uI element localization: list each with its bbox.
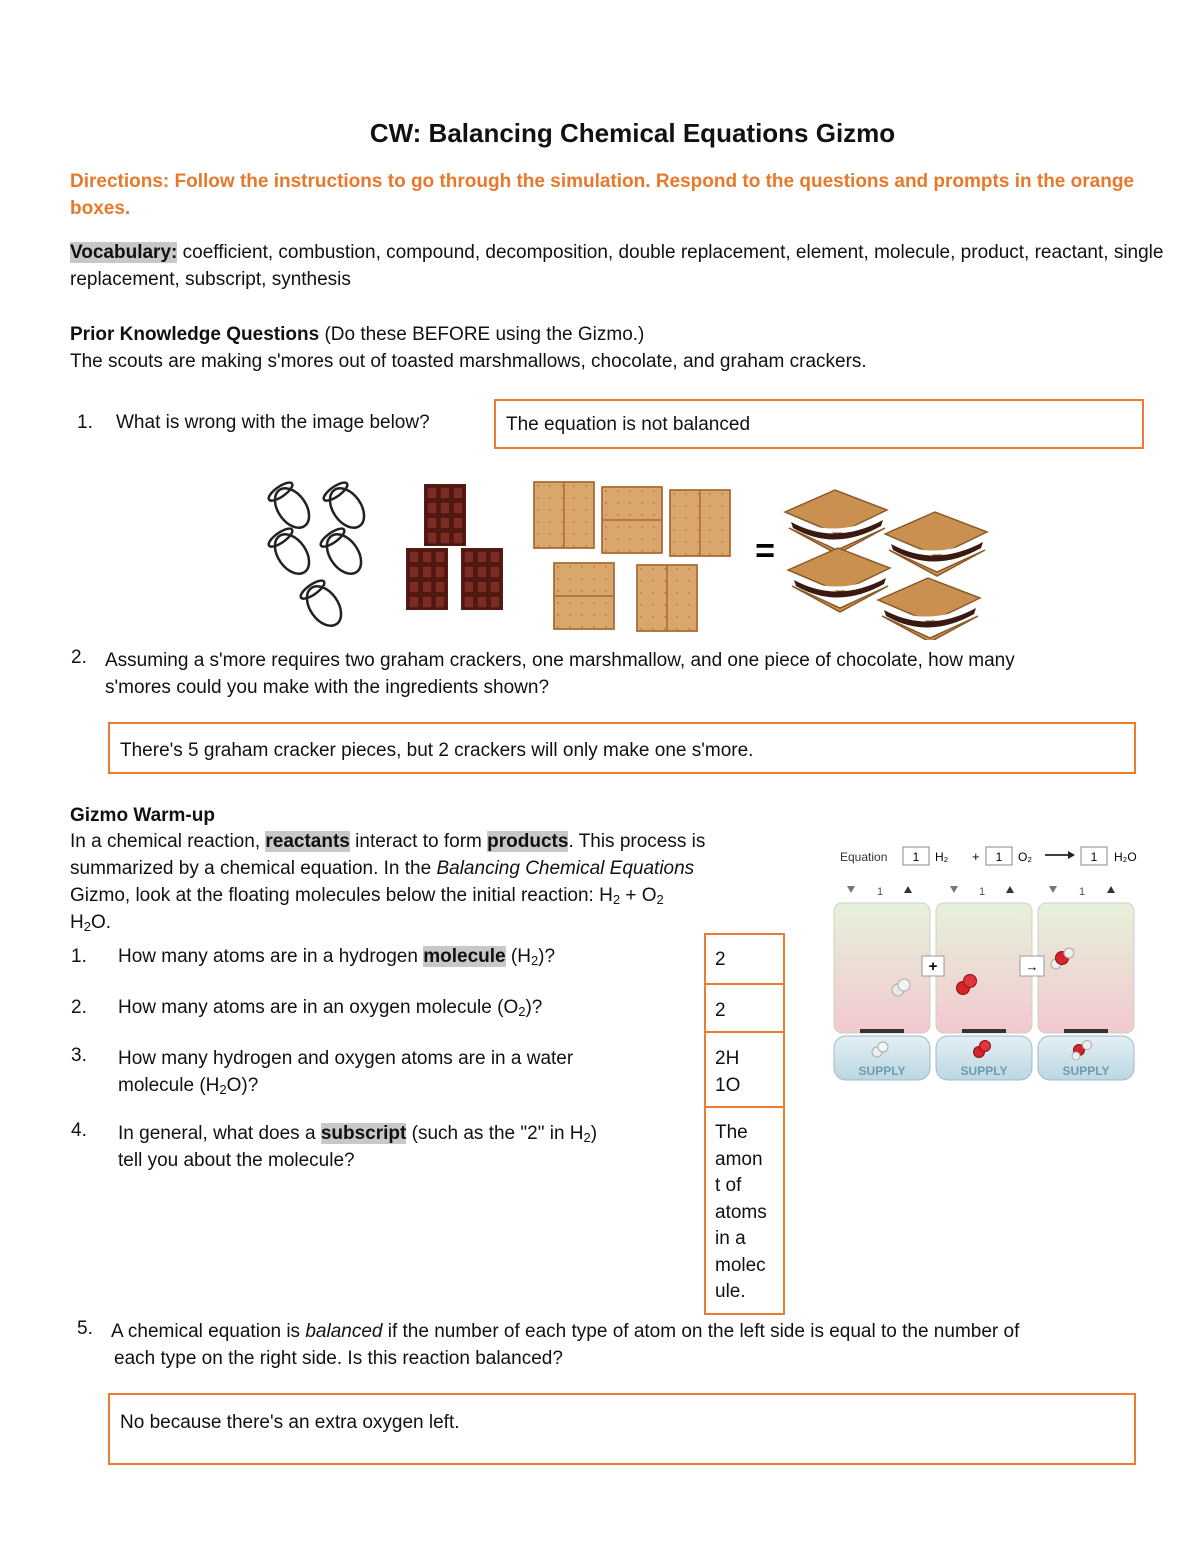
question-text: )? <box>525 997 543 1018</box>
reactant-panel-o2 <box>936 903 1032 1033</box>
products-term: products <box>487 831 569 852</box>
prior-q1-text: What is wrong with the image below? <box>116 412 430 433</box>
subscript-term: subscript <box>320 1123 407 1144</box>
molecule-term: molecule <box>423 946 506 967</box>
warmup-q1-number: 1. <box>71 946 87 967</box>
reaction-arrow-icon <box>1045 851 1075 859</box>
warmup-q4-number: 4. <box>71 1120 87 1141</box>
question-text: ) <box>590 1123 598 1144</box>
answer-line: in a <box>715 1228 746 1249</box>
coefficient-h2: 1 <box>912 850 920 864</box>
prior-note: (Do these BEFORE using the Gizmo.) <box>324 324 645 345</box>
vocabulary-words: coefficient, combustion, compound, decomposition, double replacement, element, molecule, product, reactant, single replacement, subscript, synthesis <box>70 242 1164 290</box>
species-h2: H₂ <box>935 850 949 864</box>
question-text: How many atoms are in an oxygen molecule (O <box>118 997 519 1018</box>
subscript: 2 <box>656 892 664 907</box>
warmup-q5-number: 5. <box>77 1318 93 1339</box>
question-text: How many hydrogen and oxygen atoms are in a water <box>118 1048 574 1069</box>
answer-line: The <box>715 1122 748 1143</box>
prior-heading-line <box>70 321 1170 348</box>
coefficient-o2: 1 <box>995 850 1003 864</box>
answer-box-prior-2[interactable] <box>108 722 1136 774</box>
question-text: (H <box>510 946 531 967</box>
vocabulary <box>70 239 1170 293</box>
decrease-icon <box>950 886 958 893</box>
question-text: if the number of each type of atom on the left side is equal to the number of <box>387 1321 1020 1342</box>
prior-q2-number: 2. <box>71 647 87 668</box>
warmup-intro-text: summarized by a chemical equation. In the <box>70 858 432 879</box>
stepper-value: 1 <box>1078 886 1086 898</box>
marshmallow-icon <box>266 479 371 632</box>
answer-line: molec <box>715 1254 766 1276</box>
stepper-value: 1 <box>978 886 986 898</box>
subscript: 2 <box>518 1004 526 1019</box>
answer-line: amon <box>715 1148 763 1170</box>
subscript: 2 <box>83 919 91 934</box>
subscript: 2 <box>530 953 539 968</box>
species-h2o: H₂O <box>1114 850 1137 864</box>
stepper-value: 1 <box>876 886 884 898</box>
answer-line: atoms <box>715 1201 767 1223</box>
increase-icon <box>904 886 912 893</box>
reactants-term: reactants <box>265 831 350 852</box>
answer-box-warmup-2[interactable] <box>704 983 785 1033</box>
answer-warmup-2: 2 <box>715 1000 726 1021</box>
graham-cracker-icon <box>534 482 730 631</box>
vocabulary-label: Vocabulary: <box>70 242 178 263</box>
species-o2: O₂ <box>1018 850 1032 864</box>
warmup-intro-text: . This process is <box>568 831 706 852</box>
subscript: 2 <box>219 1082 227 1097</box>
warmup-intro-text: In a chemical reaction, <box>70 831 261 852</box>
answer-line: 2H <box>715 1048 740 1069</box>
answer-warmup-1: 2 <box>715 949 726 970</box>
answer-line: ule. <box>715 1281 746 1302</box>
equation-label: Equation <box>840 850 888 864</box>
balanced-term: balanced <box>305 1321 383 1342</box>
prior-q2-line2: s'mores could you make with the ingredients shown? <box>105 677 550 698</box>
equals-sign: = <box>755 532 775 570</box>
question-text: In general, what does a <box>118 1123 316 1144</box>
question-text: (such as the "2" in H <box>411 1123 584 1144</box>
warmup-q2-text <box>118 997 542 1019</box>
gizmo-screenshot <box>830 840 1140 1085</box>
subscript: 2 <box>583 1130 591 1145</box>
warmup-q5-text <box>111 1318 1171 1372</box>
prior-q2-text <box>105 647 1015 701</box>
question-text: A chemical equation is <box>111 1321 301 1342</box>
prior-q2-line1: Assuming a s'more requires two graham crackers, one marshmallow, and one piece of chocolate, how many <box>105 650 1015 671</box>
question-text: )? <box>538 946 556 967</box>
warmup-q3-text <box>118 1045 573 1099</box>
stepper-h2[interactable] <box>847 886 912 898</box>
question-text: O)? <box>226 1075 259 1096</box>
stepper-o2[interactable] <box>950 886 1014 898</box>
supply-button-h2o[interactable] <box>1038 1036 1134 1080</box>
product-panel-h2o <box>1038 903 1134 1033</box>
supply-label: SUPPLY <box>960 1064 1008 1078</box>
gizmo-name: Balancing Chemical Equations <box>436 858 695 879</box>
chocolate-icon <box>406 484 503 610</box>
page-title: CW: Balancing Chemical Equations Gizmo <box>369 118 896 148</box>
question-text: tell you about the molecule? <box>118 1150 355 1171</box>
answer-line: t of <box>715 1175 742 1196</box>
smores-illustration <box>260 470 1000 640</box>
warmup-intro-text: O. <box>90 912 112 933</box>
prior-heading: Prior Knowledge Questions <box>70 324 320 345</box>
answer-box-warmup-1[interactable] <box>704 933 785 985</box>
reactant-panel-h2 <box>834 903 930 1033</box>
warmup-intro <box>70 828 810 936</box>
decrease-icon <box>847 886 855 893</box>
warmup-intro-text: interact to form <box>355 831 482 852</box>
answer-box-warmup-4[interactable] <box>704 1106 785 1315</box>
warmup-intro-text: Gizmo, look at the floating molecules below the initial reaction: H <box>70 885 613 906</box>
warmup-intro-text: H <box>70 912 84 933</box>
answer-box-warmup-5[interactable] <box>108 1393 1136 1465</box>
supply-button-h2[interactable] <box>834 1036 930 1080</box>
answer-line: 1O <box>715 1075 741 1096</box>
answer-warmup-5: No because there's an extra oxygen left. <box>120 1412 460 1433</box>
answer-prior-2: There's 5 graham cracker pieces, but 2 crackers will only make one s'more. <box>120 740 754 761</box>
arrow-button-label: → <box>1025 959 1039 974</box>
increase-icon <box>1107 886 1115 893</box>
answer-warmup-3 <box>715 1045 740 1099</box>
coefficient-h2o: 1 <box>1090 850 1098 864</box>
warmup-q4-text <box>118 1120 597 1174</box>
supply-button-o2[interactable] <box>936 1036 1032 1080</box>
stepper-h2o[interactable] <box>1049 886 1115 898</box>
supply-label: SUPPLY <box>1062 1064 1110 1078</box>
plus-button-label: + <box>928 958 938 975</box>
warmup-q3-number: 3. <box>71 1045 87 1066</box>
decrease-icon <box>1049 886 1057 893</box>
warmup-intro-text: + O <box>620 885 657 906</box>
subscript: 2 <box>612 892 621 907</box>
prior-q1-number: 1. <box>77 412 93 433</box>
warmup-heading: Gizmo Warm-up <box>70 805 215 826</box>
answer-box-warmup-3[interactable] <box>704 1031 785 1108</box>
warmup-q1-text <box>118 946 555 968</box>
smore-icon <box>785 490 987 640</box>
increase-icon <box>1006 886 1014 893</box>
answer-warmup-4 <box>715 1120 767 1306</box>
answer-box-prior-1[interactable] <box>494 399 1144 449</box>
supply-label: SUPPLY <box>858 1064 906 1078</box>
answer-prior-1: The equation is not balanced <box>506 414 751 435</box>
question-text: How many atoms are in a hydrogen <box>118 946 418 967</box>
plus-sign: + <box>972 849 980 864</box>
question-text: molecule (H <box>118 1075 220 1096</box>
prior-intro: The scouts are making s'mores out of toasted marshmallows, chocolate, and graham crackers. <box>70 351 867 372</box>
warmup-q2-number: 2. <box>71 997 87 1018</box>
question-text: each type on the right side. Is this reaction balanced? <box>114 1348 563 1369</box>
directions: Directions: Follow the instructions to go through the simulation. Respond to the questions and prompts in the orange boxes. <box>70 171 1134 219</box>
